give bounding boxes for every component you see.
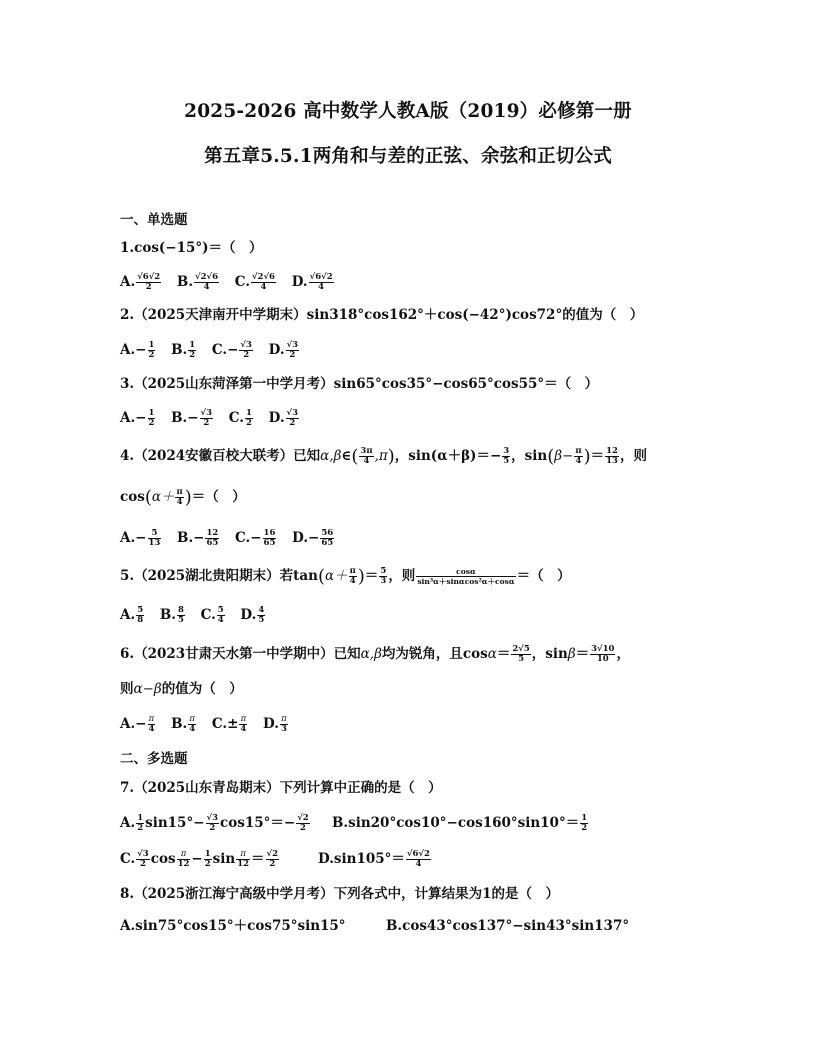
option-b: B.sin20°cos10°−cos160°sin10°＝ $\frac{1}{2}$ (332, 813, 588, 833)
question-8-stem: 8.（2025浙江海宁高级中学月考）下列各式中，计算结果为1的是（ ） (120, 886, 560, 902)
option-b: B. $\frac{1}{2}$ (171, 340, 196, 360)
question-7-options-ab (120, 813, 589, 833)
question-1-stem: 1.cos(−15°)＝（ ） (120, 240, 263, 256)
question-7-options-cd (120, 849, 432, 869)
option-c: C. $\frac{1}{2}$ (228, 408, 252, 428)
option-a: A. $\frac{1}{2}$ sin15°− $\frac{√3}{2}$ cos15°＝− $\frac{√2}{2}$ (120, 813, 309, 833)
question-4-stem-line-2: cos(α＋ $\frac{\pi}{4}$ )＝（ ） (120, 487, 246, 508)
question-2-stem: 2.（2025天津南开中学期末）sin318°cos162°＋cos(−42°)cos72°的值为（ ） (120, 307, 644, 323)
section-multiple-choice: 二、多选题 (120, 751, 188, 767)
question-3-stem: 3.（2025山东菏泽第一中学月考）sin65°cos35°−cos65°cos55°＝（ ） (120, 376, 599, 392)
title-line-1: 2025-2026 高中数学人教A版（2019）必修第一册 (184, 101, 632, 122)
option-c: C. $\frac{√2√6}{4}$ (234, 272, 275, 292)
question-6-options (120, 714, 299, 734)
question-6-stem: 6.（2023甘肃天水第一中学期中）已知α,β均为锐角，且cosα＝ $\frac{2√5}{5}$ ，sinβ＝ $\frac{3√10}{10}$ ， (120, 644, 630, 664)
option-d: D. $\frac{4}{5}$ (240, 605, 265, 625)
option-d: D. $\frac{√3}{2}$ (268, 408, 299, 428)
option-c: C.− $\frac{√3}{2}$ (211, 340, 252, 360)
option-b: B. $\frac{\pi}{4}$ (171, 714, 196, 734)
question-3-options (120, 408, 310, 428)
option-c: C.± $\frac{\pi}{4}$ (211, 714, 247, 734)
option-d: D.sin105°＝ $\frac{√6√2}{4}$ (318, 849, 430, 869)
question-5-options (120, 605, 276, 625)
option-d: D. $\frac{√6√2}{4}$ (291, 272, 333, 292)
option-d: D. $\frac{√3}{2}$ (268, 340, 299, 360)
option-b: B. $\frac{√2√6}{4}$ (176, 272, 219, 292)
option-a: A.− $\frac{\pi}{4}$ (120, 714, 155, 734)
question-4-options (120, 528, 345, 548)
option-a: A. $\frac{5}{8}$ (120, 605, 144, 625)
option-b: B. $\frac{8}{5}$ (159, 605, 184, 625)
question-7-stem: 7.（2025山东青岛期末）下列计算中正确的是（ ） (120, 780, 442, 796)
title-line-2: 第五章5.5.1两角和与差的正弦、余弦和正切公式 (204, 146, 612, 167)
option-b: B.cos43°cos137°−sin43°sin137° (386, 918, 630, 934)
option-a: A.sin75°cos15°＋cos75°sin15° (120, 918, 346, 934)
option-c: C. $\frac{5}{4}$ (200, 605, 224, 625)
option-a: A. $\frac{√6√2}{2}$ (120, 272, 161, 292)
question-8-options (120, 916, 629, 936)
option-b: B.− $\frac{√3}{2}$ (171, 408, 213, 428)
option-d: D. $\frac{\pi}{3}$ (263, 714, 287, 734)
option-b: B.− $\frac{12}{65}$ (177, 528, 219, 548)
question-4-stem: 4.（2024安徽百校大联考）已知α,β∈( $\frac{3\pi}{4}$ ,π)，sin(α＋β)＝− $\frac{3}{5}$ ，sin(β− $\frac{\pi}{4}$ )＝ $\frac{12}{13}$ ，则 (120, 446, 647, 467)
option-a: A.− $\frac{5}{13}$ (120, 528, 161, 548)
option-d: D.− $\frac{56}{65}$ (292, 528, 334, 548)
question-1-options (120, 272, 345, 292)
question-5-stem: 5.（2025湖北贵阳期末）若tan(α＋ $\frac{\pi}{4}$ )＝ $\frac{5}{3}$ ，则 $\frac{\cos\alpha}{\text{sin³α＋sinαcos²α＋cosα}}$ ＝（ ） (120, 566, 571, 587)
question-2-options (120, 340, 310, 360)
question-6-stem-line-2: 则α−β的值为（ ） (120, 681, 243, 697)
option-a: A.− $\frac{1}{2}$ (120, 340, 155, 360)
option-a: A.− $\frac{1}{2}$ (120, 408, 155, 428)
option-c: C.− $\frac{16}{65}$ (235, 528, 276, 548)
section-single-choice: 一、单选题 (120, 212, 188, 228)
option-c: C. $\frac{√3}{2}$ cos $\frac{\pi}{12}$ − $\frac{1}{2}$ sin $\frac{\pi}{12}$ ＝ $\frac{√2}{2}$ (120, 849, 279, 869)
